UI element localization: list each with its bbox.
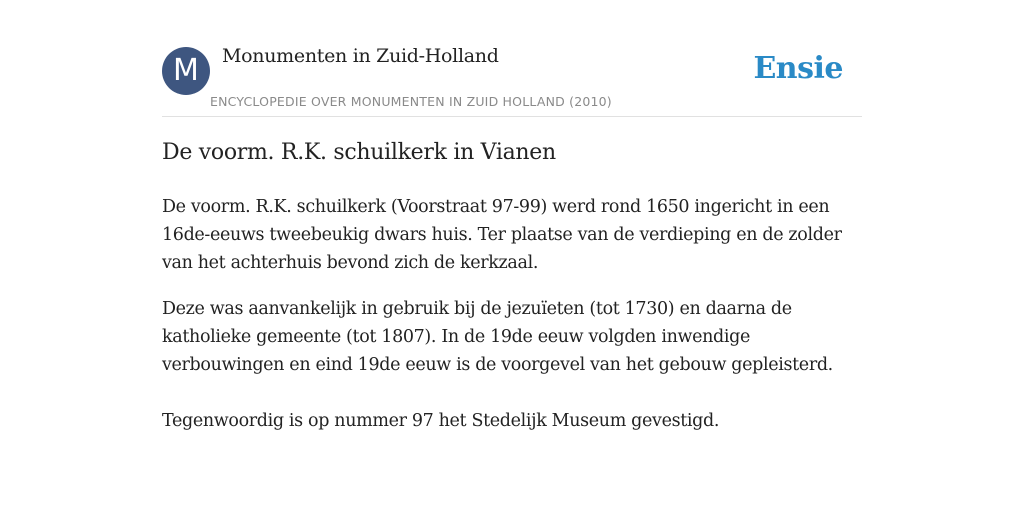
source-title-link[interactable]: Monumenten in Zuid-Holland — [222, 45, 499, 67]
article-paragraph: Deze was aanvankelijk in gebruik bij de jezuïeten (tot 1730) en daarna de katholieke gemeente (tot 1807). In de 19de eeuw volgden inwendige verbouwingen en eind 19de eeuw is de voorgevel van het gebouw gepleisterd. — [162, 299, 833, 375]
source-subtitle: ENCYCLOPEDIE OVER MONUMENTEN IN ZUID HOLLAND (2010) — [210, 94, 612, 109]
ensie-logo-link[interactable]: Ensie — [753, 51, 843, 86]
article-paragraph: Tegenwoordig is op nummer 97 het Stedelijk Museum gevestigd. — [162, 411, 720, 431]
source-header — [162, 0, 862, 117]
source-avatar[interactable]: M — [162, 47, 210, 95]
article-body — [162, 193, 862, 453]
page — [162, 0, 862, 431]
article-title: De voorm. R.K. schuilkerk in Vianen — [162, 140, 556, 165]
article-paragraph: De voorm. R.K. schuilkerk (Voorstraat 97-99) werd rond 1650 ingericht in een 16de-eeuws tweebeukig dwars huis. Ter plaatse van de verdieping en de zolder van het achterhuis bevond zich de kerkzaal. — [162, 197, 842, 273]
